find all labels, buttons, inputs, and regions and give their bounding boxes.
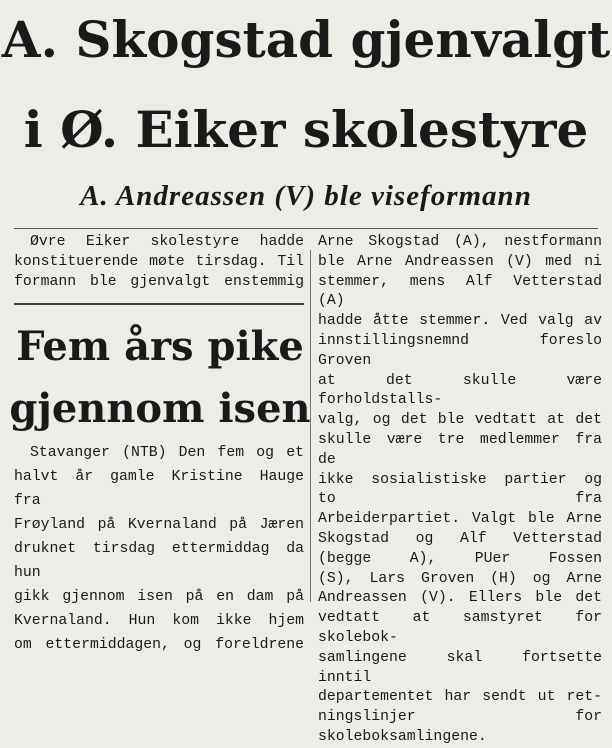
lead-line: Øvre Eiker skolestyre hadde (30, 234, 304, 250)
second-headline-line-2: gjennom isen (9, 385, 311, 432)
subheadline: A. Andreassen (V) ble viseformann (80, 180, 532, 212)
right-column-line: at det skulle være forholdstalls- (318, 372, 602, 409)
lead-paragraph (14, 233, 304, 292)
right-column-line: Skogstad og Alf Vetterstad (318, 530, 602, 547)
story-line: om ettermiddagen, og foreldrene (14, 637, 304, 653)
right-column-line: (S), Lars Groven (H) og Arne (318, 570, 602, 587)
right-column-line: Arne Skogstad (A), nestformann (318, 234, 602, 250)
right-column-line: innstillingsnemnd foreslo Groven (318, 332, 602, 369)
headline-line-2: i Ø. Eiker skolestyre (23, 100, 589, 159)
story-line: Kvernaland. Hun kom ikke hjem (14, 613, 304, 629)
right-column-line: vedtatt at samstyret for skolebok- (318, 610, 602, 646)
right-column-line: (begge A), PUer Fossen (318, 550, 602, 567)
right-column-line: departementet har sendt ut ret- (318, 689, 602, 706)
right-column-line: hadde åtte stemmer. Ved valg av (318, 313, 602, 330)
headline-line-1: A. Skogstad gjenvalgt (1, 10, 611, 69)
second-headline-line-1: Fem års pike (16, 323, 304, 370)
story-line: Stavanger (NTB) Den fem og et (30, 445, 304, 461)
right-column-line: ikke sosialistiske partier og to fra (318, 471, 602, 508)
right-column-line: skulle være tre medlemmer fra de (318, 431, 602, 468)
story-line: Frøyland på Kvernaland på Jæren (14, 517, 304, 533)
story-line: druknet tirsdag ettermiddag da hun (14, 541, 304, 581)
right-column-line: Arbeiderpartiet. Valgt ble Arne (318, 511, 602, 528)
right-column-line: stemmer, mens Alf Vetterstad (A) (318, 273, 602, 310)
article-divider (14, 303, 304, 305)
story-line: gikk gjennom isen på en dam på (14, 589, 304, 605)
story-line: halvt år gamle Kristine Hauge fra (14, 469, 304, 509)
right-column-line: Andreassen (V). Ellers ble det (318, 590, 602, 607)
story-paragraph (14, 441, 304, 657)
right-column-line: valg, og det ble vedtatt at det (318, 412, 602, 429)
right-column-line: ble Arne Andreassen (V) med ni (318, 253, 602, 270)
right-column-text (318, 233, 602, 748)
subheadline-rule (14, 228, 598, 229)
right-column-line: ningslinjer for skoleboksamlingene. (318, 709, 602, 745)
lead-line: konstituerende møte tirsdag. Til (14, 253, 304, 270)
right-column-line: samlingene skal fortsette inntil (318, 649, 602, 686)
lead-line: formann ble gjenvalgt enstemmig (14, 273, 304, 290)
